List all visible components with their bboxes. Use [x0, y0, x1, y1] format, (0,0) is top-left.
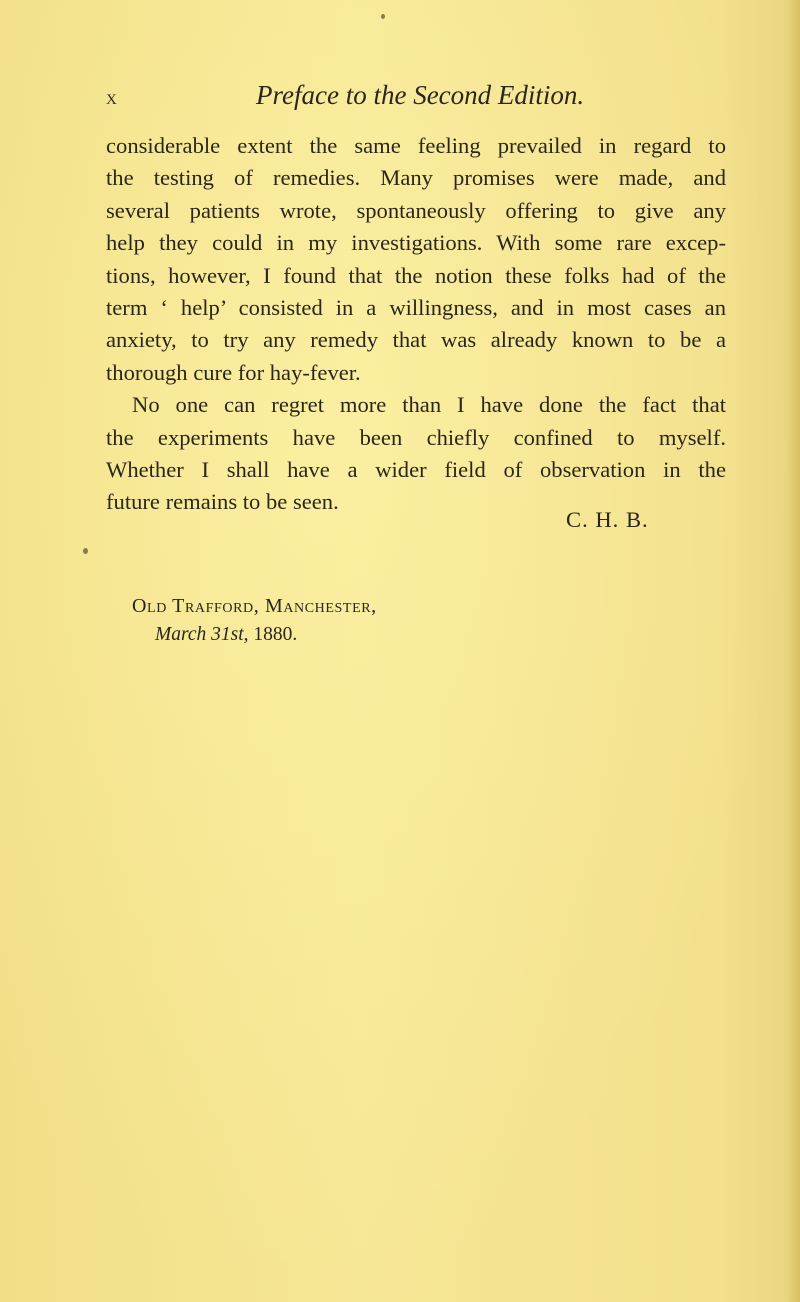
author-initials: C. H. B. [566, 507, 649, 532]
paragraph-1 [106, 130, 726, 389]
text-line: No one can regret more than I have done the fact that [132, 392, 726, 418]
place-line: Old Trafford, Manchester, [132, 595, 377, 617]
running-head [106, 80, 726, 110]
text-line: the testing of remedies. Many promises were made, and [106, 165, 726, 191]
text-line: several patients wrote, spontaneously offering to give any [106, 197, 726, 223]
page-folio: x [106, 84, 118, 109]
text-line: the experiments have been chiefly confined to myself. [106, 424, 726, 450]
page-edge-shadow [786, 0, 800, 1302]
text-line: term ‘ help’ consisted in a willingness, and in most cases an [106, 294, 726, 320]
date-line [155, 621, 297, 649]
date-month-day: March 31st, [155, 624, 249, 645]
text-line: help they could in my investigations. With some rare excep- [106, 230, 726, 256]
text-line: Whether I shall have a wider field of observation in the [106, 456, 726, 482]
date-year: 1880. [253, 624, 298, 645]
text-line: thorough cure for hay-fever. [106, 359, 361, 385]
ink-speck [381, 14, 385, 19]
ink-speck [83, 548, 88, 554]
text-line: future remains to be seen. [106, 489, 339, 515]
text-line: anxiety, to try any remedy that was already known to be a [106, 327, 726, 353]
text-line: tions, however, I found that the notion these folks had of the [106, 262, 726, 288]
running-head-title: Preface to the Second Edition. [256, 80, 585, 110]
text-line: considerable extent the same feeling prevailed in regard to [106, 133, 726, 158]
body-text [106, 130, 726, 519]
paragraph-2 [106, 389, 726, 519]
